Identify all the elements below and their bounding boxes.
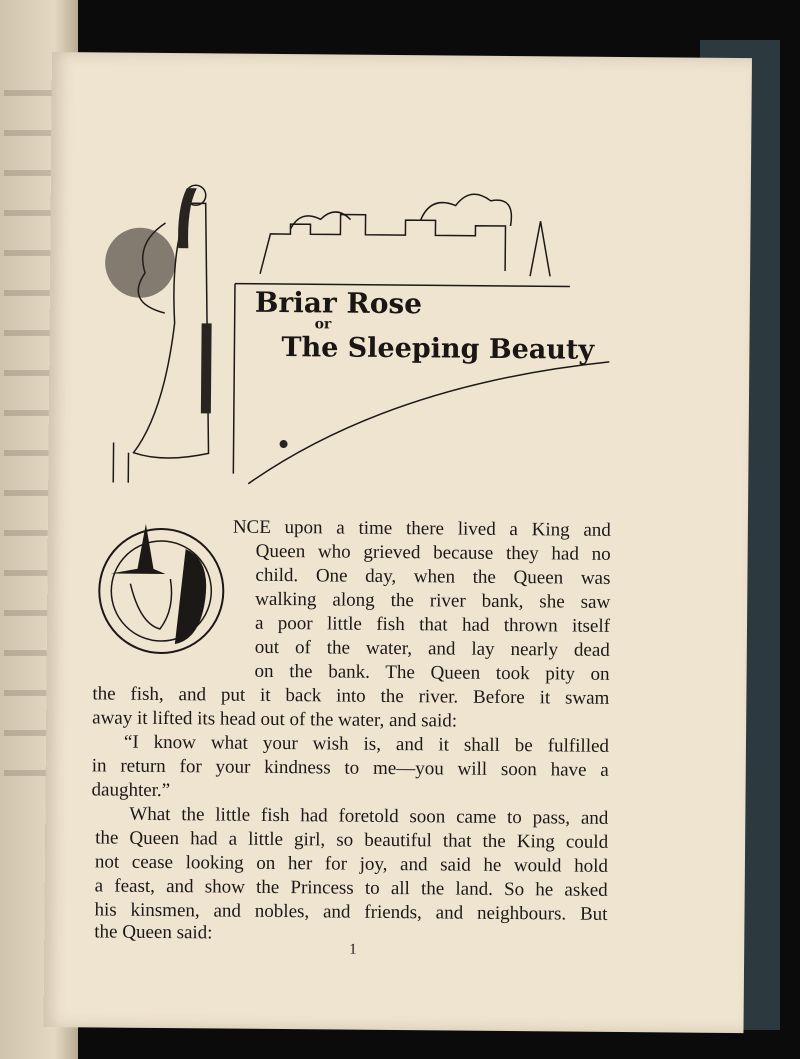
text-line: a poor little fish that had thrown itself [254, 612, 611, 637]
text-line: walking along the river bank, she saw [255, 588, 611, 613]
header-illustration [88, 152, 631, 497]
text-line: away it lifted its head out of the water, and said: [92, 707, 458, 732]
text-line: What the little fish had foretold soon came to pass, and [129, 803, 609, 829]
text-line: out of the water, and lay nearly dead [254, 636, 610, 661]
text-line: the Queen had a little girl, so beautiful that the King could [95, 827, 609, 853]
text-line: a feast, and show the Princess to all the land. So he asked [94, 875, 608, 901]
text-line: NCE upon a time there lived a King and [232, 516, 611, 541]
text-line: his kinsmen, and nobles, and friends, and neighbours. But [94, 899, 608, 925]
text-line: not cease looking on her for joy, and said he would hold [94, 851, 609, 877]
page-number: 1 [349, 941, 357, 958]
drop-cap-letter: O [157, 600, 166, 613]
text-line: Queen who grieved because they had no [255, 540, 611, 565]
text-line: on the bank. The Queen took pity on [254, 660, 610, 685]
drop-cap-illustration [95, 518, 231, 659]
text-line: the fish, and put it back into the river. Before it swam [92, 683, 610, 709]
title-line-1: Briar Rose [254, 285, 423, 321]
book-page [43, 52, 751, 1033]
text-line: daughter.” [91, 779, 171, 802]
title-or: or [314, 316, 332, 333]
text-line: in return for your kindness to me—you will soon have a [91, 755, 609, 781]
title-line-2: The Sleeping Beauty [281, 332, 595, 366]
text-line: child. One day, when the Queen was [255, 564, 611, 589]
text-line: the Queen said: [94, 921, 213, 944]
text-line: “I know what your wish is, and it shall be fulfilled [123, 731, 610, 757]
